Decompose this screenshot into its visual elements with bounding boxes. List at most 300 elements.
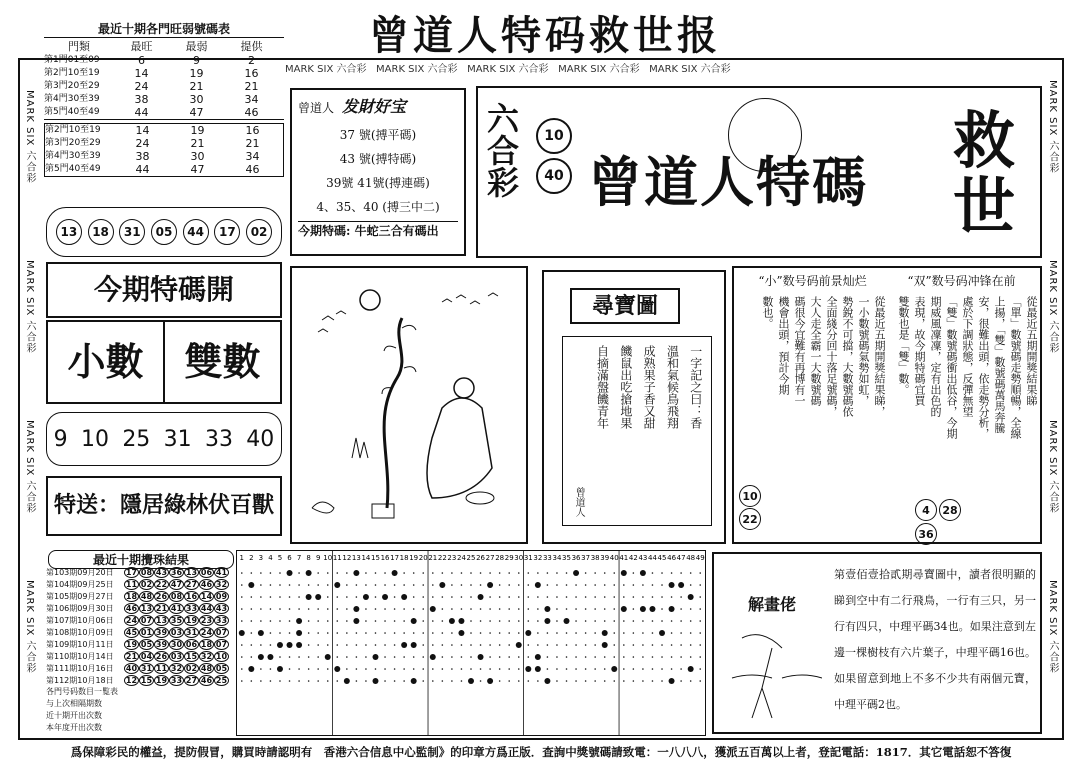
grid-dot (451, 584, 453, 586)
banner-text: MARK SIX 六合彩 (467, 64, 549, 75)
drawn-number-mark (564, 618, 570, 624)
explain-title: 解畫佬 (747, 595, 796, 614)
fortune-line: 37 號(搏平碼) (339, 128, 417, 142)
draw-ball: 48 (200, 663, 213, 673)
treasure-title: 尋寶圖 (570, 288, 680, 324)
record-cell: 24 (135, 137, 150, 150)
drawn-number-mark (544, 678, 550, 684)
side-label-right: MARK SIX 六合彩 (1047, 80, 1058, 174)
grid-dot (499, 632, 501, 634)
grid-header-number: 13 (351, 554, 361, 562)
grid-dot (604, 608, 606, 610)
fortune-heading-b: 发財好宝 (342, 97, 407, 116)
grid-dot (308, 608, 310, 610)
grid-dot (270, 608, 272, 610)
grid-dot (260, 596, 262, 598)
fruit-plate-icon (466, 492, 494, 504)
grid-dot (585, 596, 587, 598)
record-cell: 38 (134, 93, 149, 106)
grid-dot (585, 656, 587, 658)
grid-dot (518, 596, 520, 598)
grid-dot (270, 668, 272, 670)
draw-ball: 15 (185, 651, 198, 661)
drawn-number-mark (296, 630, 302, 636)
grid-dot (537, 596, 539, 598)
grid-dot (279, 632, 281, 634)
grid-dot (461, 572, 463, 574)
logo-box (476, 86, 1042, 258)
banner-text: MARK SIX 六合彩 (285, 64, 367, 75)
draw-ball: 16 (185, 591, 198, 601)
grid-dot (652, 656, 654, 658)
analysis-col: 機會出頭，預計今期 (777, 296, 790, 395)
grid-dot (375, 608, 377, 610)
record-cell: 第4門30至39 (44, 94, 100, 104)
grid-dot (394, 680, 396, 682)
draw-ball: 19 (185, 615, 198, 625)
banner-strip (285, 60, 1055, 80)
draw-ball: 22 (155, 579, 168, 589)
grid-dot (594, 596, 596, 598)
drawn-number-mark (315, 594, 321, 600)
grid-dot (623, 632, 625, 634)
grid-dot (289, 632, 291, 634)
grid-dot (528, 572, 530, 574)
grid-header-number: 39 (600, 554, 610, 562)
grid-dot (413, 584, 415, 586)
grid-dot (298, 656, 300, 658)
grid-dot (384, 668, 386, 670)
figure-icon (742, 635, 782, 718)
grid-dot (260, 584, 262, 586)
grid-dot (594, 668, 596, 670)
draw-ball: 46 (125, 603, 138, 613)
special-parity (46, 320, 282, 404)
analysis-col: 「雙」數號碼衝出低谷，今期 (945, 296, 958, 439)
draw-ball: 11 (155, 663, 168, 673)
grid-dot (298, 584, 300, 586)
grid-dot (690, 608, 692, 610)
grid-dot (575, 608, 577, 610)
grid-header-number: 44 (648, 554, 657, 562)
grid-dot (422, 572, 424, 574)
drawn-number-mark (382, 594, 388, 600)
grid-dot (690, 572, 692, 574)
grid-header-number: 31 (523, 554, 533, 562)
grid-dot (470, 656, 472, 658)
grid-dot (642, 584, 644, 586)
drawn-number-mark (344, 678, 350, 684)
grid-dot (633, 608, 635, 610)
grid-dot (585, 584, 587, 586)
grid-header-number: 32 (533, 554, 543, 562)
grid-dot (461, 668, 463, 670)
record-row (44, 106, 284, 119)
draw-ball: 25 (215, 675, 228, 685)
grid-dot (422, 656, 424, 658)
grid-dot (403, 656, 405, 658)
record-cell: 21 (190, 137, 205, 150)
grid-dot (394, 632, 396, 634)
grid-dot (652, 584, 654, 586)
grid-dot (613, 572, 615, 574)
drawn-number-mark (449, 618, 455, 624)
grid-dot (499, 584, 501, 586)
grid-header-number: 19 (409, 554, 419, 562)
grid-dot (317, 656, 319, 658)
grid-dot (470, 668, 472, 670)
number-ball: 31 (119, 219, 145, 245)
bird-icon (442, 293, 498, 304)
analysis-col: 從最近五期開獎結果睇 (1025, 296, 1038, 406)
grid-dot (613, 632, 615, 634)
side-label-left: MARK SIX 六合彩 (24, 580, 35, 674)
grid-dot (566, 668, 568, 670)
results-footer (46, 686, 236, 734)
results-footer-row: 本年度开出次数 (46, 723, 102, 732)
grid-dot (336, 596, 338, 598)
grid-dot (547, 644, 549, 646)
grid-dot (317, 608, 319, 610)
grid-dot (699, 668, 701, 670)
grid-dot (594, 620, 596, 622)
drawn-number-mark (544, 618, 550, 624)
special-numbers (46, 412, 282, 466)
draw-ball: 19 (155, 675, 168, 685)
analysis-col: 一小數號碼氣勢如虹， (857, 296, 870, 406)
grid-dot (499, 680, 501, 682)
grid-dot (537, 680, 539, 682)
draw-ball: 23 (200, 615, 213, 625)
drawn-number-mark (688, 594, 694, 600)
number-ball: 18 (88, 219, 114, 245)
grid-dot (461, 608, 463, 610)
grid-header-number: 8 (306, 554, 311, 562)
grid-dot (613, 656, 615, 658)
grid-dot (346, 656, 348, 658)
draw-ball: 05 (215, 663, 228, 673)
draw-ball: 18 (125, 591, 138, 601)
grid-dot (365, 668, 367, 670)
draw-ball: 39 (155, 639, 168, 649)
grid-header-number: 18 (399, 554, 409, 562)
drawn-number-mark (258, 630, 264, 636)
grid-dot (633, 656, 635, 658)
drawn-number-mark (535, 666, 541, 672)
grid-dot (489, 608, 491, 610)
drawn-number-mark (353, 618, 359, 624)
grid-dot (442, 656, 444, 658)
grid-dot (279, 596, 281, 598)
grid-dot (575, 644, 577, 646)
analysis-ball: 22 (739, 508, 761, 530)
grid-dot (442, 596, 444, 598)
record-cell: 第2門10至19 (44, 68, 100, 78)
grid-dot (442, 644, 444, 646)
analysis-col: 勢銳不可擋，大數號碼依 (841, 296, 854, 417)
grid-dot (575, 668, 577, 670)
grid-dot (413, 596, 415, 598)
grid-dot (489, 596, 491, 598)
grid-header-number: 48 (686, 554, 696, 562)
record-cell: 44 (135, 163, 150, 176)
grid-dot (556, 596, 558, 598)
draw-date: 第104期09月25日 (46, 579, 114, 589)
grid-dot (346, 572, 348, 574)
results-dot-grid (236, 550, 706, 736)
logo-ball-bottom: 40 (536, 158, 572, 194)
record-cell: 第5門40至49 (45, 164, 101, 174)
grid-dot (422, 668, 424, 670)
grid-dot (604, 668, 606, 670)
grid-dot (594, 584, 596, 586)
grid-dot (413, 632, 415, 634)
grid-dot (680, 644, 682, 646)
grid-dot (575, 656, 577, 658)
grid-dot (394, 656, 396, 658)
grid-dot (365, 656, 367, 658)
grid-dot (403, 608, 405, 610)
grid-dot (298, 572, 300, 574)
grid-dot (356, 668, 358, 670)
grid-dot (652, 668, 654, 670)
drawn-number-mark (239, 630, 245, 636)
grid-dot (298, 668, 300, 670)
record-cell: 16 (244, 67, 259, 80)
grid-dot (594, 608, 596, 610)
grid-dot (327, 572, 329, 574)
analysis-col: 碼很今宜難有再博有一 (793, 296, 806, 406)
grid-dot (298, 680, 300, 682)
drawn-number-mark (688, 666, 694, 672)
grid-dot (623, 668, 625, 670)
grid-header-number: 12 (342, 554, 352, 562)
draw-ball: 02 (185, 663, 198, 673)
draw-date: 第103期09月20日 (46, 567, 114, 577)
fortune-lines (298, 123, 458, 219)
grid-dot (461, 680, 463, 682)
grid-dot (356, 596, 358, 598)
grid-dot (336, 620, 338, 622)
drawn-number-mark (621, 606, 627, 612)
analysis-col: 雙數也是「雙」數。 (897, 296, 910, 395)
grid-dot (308, 668, 310, 670)
grid-dot (289, 584, 291, 586)
drawn-number-mark (535, 582, 541, 588)
record-cell: 46 (245, 163, 260, 176)
grid-dot (585, 608, 587, 610)
grid-header-number: 7 (296, 554, 302, 562)
grid-dot (346, 584, 348, 586)
grid-dot (413, 656, 415, 658)
grid-dot (652, 620, 654, 622)
grid-dot (671, 632, 673, 634)
grid-dot (528, 656, 530, 658)
draw-ball: 21 (155, 603, 168, 613)
special-number: 9 (53, 426, 68, 452)
grid-dot (690, 644, 692, 646)
draw-ball: 21 (125, 651, 138, 661)
grid-dot (289, 608, 291, 610)
grid-dot (422, 608, 424, 610)
grid-dot (375, 584, 377, 586)
record-row (45, 150, 283, 163)
grid-dot (547, 572, 549, 574)
grid-dot (547, 584, 549, 586)
drawn-number-mark (248, 666, 254, 672)
grid-dot (671, 620, 673, 622)
draw-ball: 17 (125, 567, 138, 577)
record-cell: 第1門01至09 (44, 55, 100, 65)
treasure-signature: 曾道人 (573, 487, 585, 517)
grid-dot (604, 620, 606, 622)
grid-dot (556, 668, 558, 670)
draw-date: 第110期10月14日 (46, 651, 114, 661)
drawn-number-mark (411, 678, 417, 684)
grid-dot (633, 632, 635, 634)
grid-dot (604, 656, 606, 658)
grid-dot (661, 668, 663, 670)
grid-dot (317, 572, 319, 574)
analysis-box (732, 266, 1042, 544)
grid-dot (633, 584, 635, 586)
grid-dot (480, 572, 482, 574)
grid-header-number: 3 (258, 554, 264, 562)
draw-ball: 44 (200, 603, 213, 613)
grid-dot (480, 632, 482, 634)
grid-dot (680, 668, 682, 670)
grid-dot (251, 680, 253, 682)
record-table-header (44, 38, 284, 54)
record-cell: 14 (135, 124, 150, 137)
record-table-rows-a (44, 54, 284, 120)
grid-dot (585, 644, 587, 646)
grid-dot (432, 644, 434, 646)
grid-header-number: 9 (315, 554, 321, 562)
analysis-col: 上揚，「雙」數號碼萬馬奔騰 (993, 296, 1006, 434)
grid-dot (613, 608, 615, 610)
drawn-number-mark (478, 654, 484, 660)
ingot-icon (372, 504, 394, 518)
results-footer-row: 近十期开出次数 (46, 711, 102, 720)
grid-dot (575, 680, 577, 682)
explain-illustration (722, 618, 822, 728)
special-label: 今期特碼開 (46, 262, 282, 318)
draw-date: 第112期10月18日 (46, 675, 114, 685)
header-cell: 提供 (240, 40, 263, 53)
grid-dot (451, 680, 453, 682)
grid-dot (680, 680, 682, 682)
drawn-number-mark (669, 606, 675, 612)
treasure-verse: 溫和氣候鳥飛翔 (665, 345, 680, 429)
drawn-number-mark (363, 594, 369, 600)
header-cell: 最弱 (185, 40, 208, 53)
drawn-number-mark (277, 642, 283, 648)
grid-dot (604, 680, 606, 682)
record-cell: 19 (190, 124, 205, 137)
grid-dot (671, 596, 673, 598)
grid-dot (241, 656, 243, 658)
banner-text: MARK SIX 六合彩 (649, 64, 731, 75)
grid-dot (528, 680, 530, 682)
grid-dot (508, 620, 510, 622)
grid-dot (289, 656, 291, 658)
grid-dot (633, 644, 635, 646)
grid-dot (308, 656, 310, 658)
draw-ball: 41 (215, 567, 228, 577)
draw-ball: 03 (170, 651, 183, 661)
grid-dot (518, 680, 520, 682)
grid-dot (422, 596, 424, 598)
grid-dot (442, 620, 444, 622)
draw-ball: 24 (200, 627, 213, 637)
grid-dot (594, 656, 596, 658)
grid-dot (336, 680, 338, 682)
grid-dot (480, 668, 482, 670)
grid-header-number: 34 (552, 554, 562, 562)
grid-dot (623, 620, 625, 622)
grid-dot (633, 668, 635, 670)
drawn-number-mark (334, 582, 340, 588)
grid-header-number: 49 (695, 554, 705, 562)
record-cell: 21 (244, 80, 259, 93)
treasure-illustration (292, 268, 526, 542)
side-label-left: MARK SIX 六合彩 (24, 260, 35, 354)
grid-dot (241, 584, 243, 586)
drawn-number-mark (602, 630, 608, 636)
drawn-number-mark (296, 618, 302, 624)
drawn-number-mark (544, 606, 550, 612)
grid-dot (671, 572, 673, 574)
balls-row (46, 207, 282, 257)
drawn-number-mark (296, 642, 302, 648)
grid-dot (289, 668, 291, 670)
record-cell: 16 (245, 124, 260, 137)
grid-dot (508, 572, 510, 574)
grid-dot (260, 608, 262, 610)
grid-dot (518, 632, 520, 634)
analysis-ball: 10 (739, 485, 761, 507)
grid-dot (461, 644, 463, 646)
grid-dot (566, 584, 568, 586)
grid-dot (251, 572, 253, 574)
grid-dot (470, 644, 472, 646)
grid-dot (528, 608, 530, 610)
grid-dot (289, 596, 291, 598)
record-cell: 38 (135, 150, 150, 163)
draw-ball: 09 (215, 591, 228, 601)
results-rows (46, 566, 236, 686)
drawn-number-mark (411, 618, 417, 624)
grid-dot (384, 632, 386, 634)
grid-header-number: 35 (562, 554, 571, 562)
grid-dot (566, 596, 568, 598)
draw-ball: 07 (215, 639, 228, 649)
grid-dot (547, 656, 549, 658)
grid-header-number: 11 (332, 554, 342, 562)
grid-dot (690, 584, 692, 586)
header-cell: 門類 (68, 40, 90, 53)
grid-header-number: 6 (287, 554, 292, 562)
grid-dot (308, 644, 310, 646)
drawn-number-mark (649, 606, 655, 612)
grid-dot (642, 668, 644, 670)
person-icon (427, 398, 492, 498)
drawn-number-mark (525, 666, 531, 672)
draw-ball: 13 (140, 603, 153, 613)
grid-header-number: 33 (542, 554, 552, 562)
grid-dot (251, 596, 253, 598)
